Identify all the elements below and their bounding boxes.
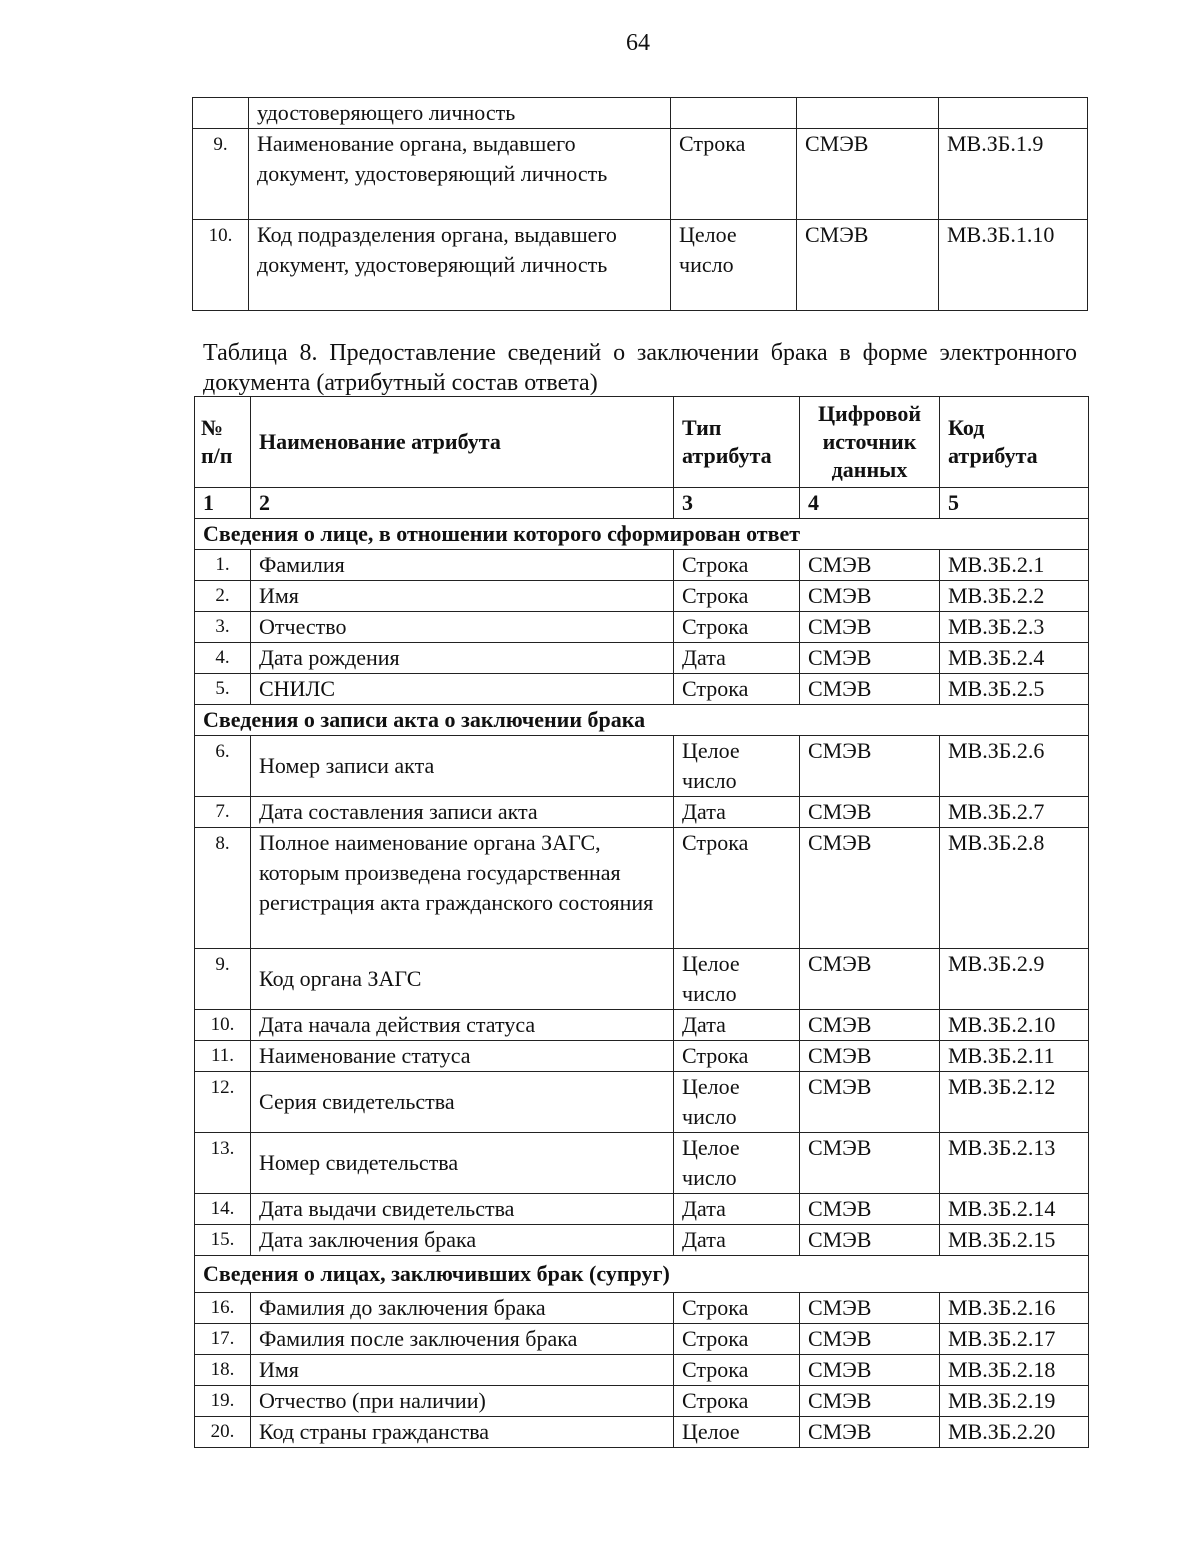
table-header-row: [195, 397, 1089, 488]
data-source: СМЭВ: [800, 674, 940, 705]
attribute-name: Отчество (при наличии): [251, 1386, 674, 1417]
table-row: [195, 1293, 1089, 1324]
attribute-type: Целое число: [671, 220, 797, 311]
attribute-name: Имя: [251, 581, 674, 612]
column-number: 5: [940, 488, 1089, 519]
attribute-code: МВ.ЗБ.2.15: [940, 1225, 1089, 1256]
attribute-code: МВ.ЗБ.2.2: [940, 581, 1089, 612]
row-number: 4.: [195, 643, 251, 674]
attribute-code: МВ.ЗБ.2.6: [940, 736, 1089, 797]
table-row: [195, 1417, 1089, 1448]
table-row: [195, 949, 1089, 1010]
attribute-type: Строка: [674, 612, 800, 643]
column-numbers-row: [195, 488, 1089, 519]
table-row: [195, 643, 1089, 674]
row-number: 13.: [195, 1133, 251, 1194]
attribute-code: [939, 98, 1088, 129]
attribute-code: МВ.ЗБ.2.20: [940, 1417, 1089, 1448]
attribute-type: Дата: [674, 797, 800, 828]
data-source: СМЭВ: [797, 220, 939, 311]
row-number: 5.: [195, 674, 251, 705]
row-number: 8.: [195, 828, 251, 949]
data-source: СМЭВ: [800, 1386, 940, 1417]
header-type: Тип атрибута: [674, 397, 800, 488]
attribute-type: Строка: [674, 581, 800, 612]
table-caption: Таблица 8. Предоставление сведений о заключении брака в форме электронного документа (атрибутный состав ответа): [203, 340, 1077, 396]
data-source: СМЭВ: [800, 736, 940, 797]
data-source: СМЭВ: [800, 949, 940, 1010]
page-number: 64: [626, 30, 650, 56]
attribute-code: МВ.ЗБ.2.13: [940, 1133, 1089, 1194]
attribute-name: Дата составления записи акта: [251, 797, 674, 828]
table-row: [195, 1072, 1089, 1133]
attribute-type: Строка: [674, 550, 800, 581]
table-row: [193, 98, 1088, 129]
attribute-name: Имя: [251, 1355, 674, 1386]
row-number: 7.: [195, 797, 251, 828]
data-source: СМЭВ: [800, 1010, 940, 1041]
data-source: СМЭВ: [800, 1293, 940, 1324]
attribute-name: Фамилия после заключения брака: [251, 1324, 674, 1355]
row-number: 18.: [195, 1355, 251, 1386]
attribute-name: Фамилия: [251, 550, 674, 581]
attribute-code: МВ.ЗБ.2.5: [940, 674, 1089, 705]
attribute-type: Строка: [674, 1324, 800, 1355]
section-title: Сведения о записи акта о заключении брака: [195, 705, 1089, 736]
attribute-code: МВ.ЗБ.2.14: [940, 1194, 1089, 1225]
attribute-name: Наименование органа, выдавшего документ, удостоверяющий личность: [249, 129, 671, 220]
section-title: Сведения о лицах, заключивших брак (супруг): [195, 1256, 1089, 1293]
data-source: СМЭВ: [800, 828, 940, 949]
table-row: [195, 1194, 1089, 1225]
data-source: СМЭВ: [797, 129, 939, 220]
attribute-code: МВ.ЗБ.2.3: [940, 612, 1089, 643]
table-row: [195, 674, 1089, 705]
attribute-type: Целое: [674, 1417, 800, 1448]
attribute-code: МВ.ЗБ.2.19: [940, 1386, 1089, 1417]
data-source: СМЭВ: [800, 1324, 940, 1355]
row-number: 10.: [195, 1010, 251, 1041]
data-source: СМЭВ: [800, 581, 940, 612]
attribute-type: [671, 98, 797, 129]
attribute-name: Отчество: [251, 612, 674, 643]
row-number: 11.: [195, 1041, 251, 1072]
table-row: [195, 1355, 1089, 1386]
attribute-name: Дата рождения: [251, 643, 674, 674]
table-row: [195, 828, 1089, 949]
attribute-type: Дата: [674, 1194, 800, 1225]
attribute-type: Дата: [674, 1225, 800, 1256]
table-row: [195, 736, 1089, 797]
row-number: 14.: [195, 1194, 251, 1225]
marriage-attributes-table: [194, 396, 1089, 1448]
data-source: СМЭВ: [800, 1072, 940, 1133]
section-row: [195, 519, 1089, 550]
attribute-type: Целое число: [674, 1133, 800, 1194]
section-row: [195, 1256, 1089, 1293]
row-number: 9.: [193, 129, 249, 220]
section-row: [195, 705, 1089, 736]
attribute-name: СНИЛС: [251, 674, 674, 705]
attribute-code: МВ.ЗБ.2.7: [940, 797, 1089, 828]
row-number: 12.: [195, 1072, 251, 1133]
data-source: СМЭВ: [800, 612, 940, 643]
attribute-type: Строка: [674, 674, 800, 705]
attribute-code: МВ.ЗБ.2.4: [940, 643, 1089, 674]
attribute-name: Дата заключения брака: [251, 1225, 674, 1256]
header-name: Наименование атрибута: [251, 397, 674, 488]
attribute-name: Серия свидетельства: [251, 1072, 674, 1133]
attribute-name: Код подразделения органа, выдавшего документ, удостоверяющий личность: [249, 220, 671, 311]
table-row: [195, 1133, 1089, 1194]
table-row: [195, 581, 1089, 612]
attribute-code: МВ.ЗБ.1.10: [939, 220, 1088, 311]
column-number: 2: [251, 488, 674, 519]
data-source: СМЭВ: [800, 797, 940, 828]
row-number: 10.: [193, 220, 249, 311]
table-row: [195, 797, 1089, 828]
data-source: СМЭВ: [800, 1133, 940, 1194]
row-number: [193, 98, 249, 129]
data-source: СМЭВ: [800, 643, 940, 674]
attribute-name: Номер записи акта: [251, 736, 674, 797]
column-number: 1: [195, 488, 251, 519]
row-number: 15.: [195, 1225, 251, 1256]
row-number: 20.: [195, 1417, 251, 1448]
row-number: 3.: [195, 612, 251, 643]
attribute-name: Дата выдачи свидетельства: [251, 1194, 674, 1225]
header-code: Код атрибута: [940, 397, 1089, 488]
attributes-table-continued: [192, 97, 1088, 311]
column-number: 3: [674, 488, 800, 519]
column-number: 4: [800, 488, 940, 519]
table-row: [195, 1386, 1089, 1417]
data-source: СМЭВ: [800, 1041, 940, 1072]
table-row: [195, 1010, 1089, 1041]
attribute-type: Целое число: [674, 736, 800, 797]
row-number: 6.: [195, 736, 251, 797]
data-source: [797, 98, 939, 129]
attribute-code: МВ.ЗБ.2.11: [940, 1041, 1089, 1072]
table-row: [195, 612, 1089, 643]
attribute-code: МВ.ЗБ.2.9: [940, 949, 1089, 1010]
attribute-type: Целое число: [674, 949, 800, 1010]
attribute-code: МВ.ЗБ.1.9: [939, 129, 1088, 220]
attribute-name: Полное наименование органа ЗАГС, которым произведена государственная регистрация акта гражданского состояния: [251, 828, 674, 949]
data-source: СМЭВ: [800, 550, 940, 581]
attribute-code: МВ.ЗБ.2.10: [940, 1010, 1089, 1041]
row-number: 16.: [195, 1293, 251, 1324]
attribute-type: Строка: [674, 1355, 800, 1386]
attribute-name: Фамилия до заключения брака: [251, 1293, 674, 1324]
table-row: [195, 1041, 1089, 1072]
attribute-code: МВ.ЗБ.2.18: [940, 1355, 1089, 1386]
attribute-type: Строка: [674, 1386, 800, 1417]
attribute-code: МВ.ЗБ.2.17: [940, 1324, 1089, 1355]
data-source: СМЭВ: [800, 1225, 940, 1256]
attribute-name: Код органа ЗАГС: [251, 949, 674, 1010]
attribute-code: МВ.ЗБ.2.8: [940, 828, 1089, 949]
table-row: [193, 129, 1088, 220]
table-row: [195, 1324, 1089, 1355]
attribute-code: МВ.ЗБ.2.1: [940, 550, 1089, 581]
data-source: СМЭВ: [800, 1194, 940, 1225]
attribute-name: Номер свидетельства: [251, 1133, 674, 1194]
attribute-type: Целое число: [674, 1072, 800, 1133]
attribute-name: Код страны гражданства: [251, 1417, 674, 1448]
attribute-code: МВ.ЗБ.2.16: [940, 1293, 1089, 1324]
attribute-name: Дата начала действия статуса: [251, 1010, 674, 1041]
data-source: СМЭВ: [800, 1355, 940, 1386]
attribute-code: МВ.ЗБ.2.12: [940, 1072, 1089, 1133]
table-row: [193, 220, 1088, 311]
data-source: СМЭВ: [800, 1417, 940, 1448]
header-source: Цифровой источник данных: [800, 397, 940, 488]
attribute-type: Строка: [671, 129, 797, 220]
table-row: [195, 550, 1089, 581]
row-number: 19.: [195, 1386, 251, 1417]
section-title: Сведения о лице, в отношении которого сформирован ответ: [195, 519, 1089, 550]
row-number: 17.: [195, 1324, 251, 1355]
row-number: 2.: [195, 581, 251, 612]
attribute-name: удостоверяющего личность: [249, 98, 671, 129]
attribute-type: Строка: [674, 1293, 800, 1324]
attribute-name: Наименование статуса: [251, 1041, 674, 1072]
row-number: 1.: [195, 550, 251, 581]
attribute-type: Дата: [674, 1010, 800, 1041]
attribute-type: Строка: [674, 1041, 800, 1072]
table-row: [195, 1225, 1089, 1256]
attribute-type: Строка: [674, 828, 800, 949]
attribute-type: Дата: [674, 643, 800, 674]
row-number: 9.: [195, 949, 251, 1010]
header-number: № п/п: [195, 397, 251, 488]
